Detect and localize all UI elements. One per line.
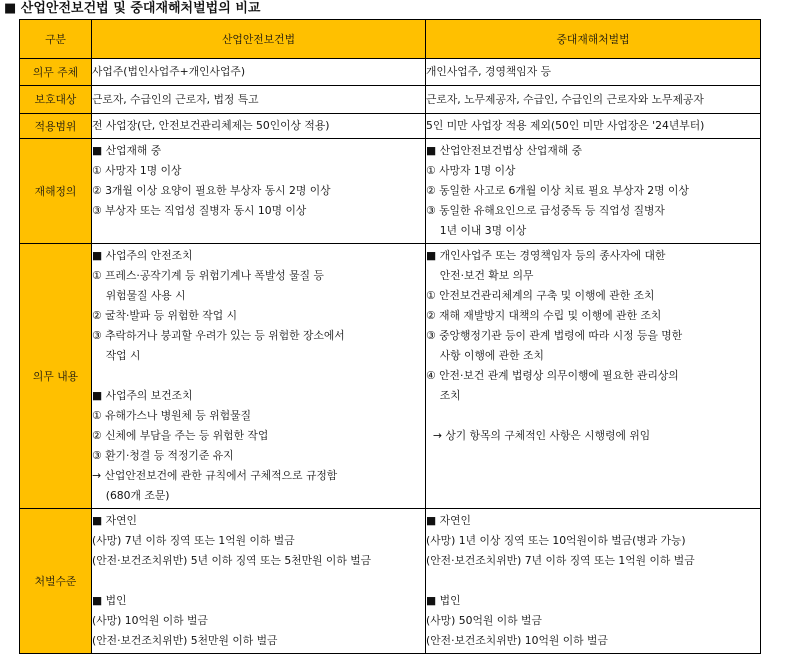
cell-line: ■ 법인: [426, 594, 461, 607]
cell-serious-accidents-act: [426, 509, 761, 654]
cell-line: ② 3개월 이상 요양이 필요한 부상자 동시 2명 이상: [92, 184, 331, 197]
cell-line: ① 안전보건관리체계의 구축 및 이행에 관한 조치: [426, 289, 655, 302]
cell-line: 근로자, 수급인의 근로자, 법정 특고: [92, 92, 259, 106]
cell-serious-accidents-act: [426, 114, 761, 139]
cell-line: (안전·보건조치위반) 5년 이하 징역 또는 5천만원 이하 벌금: [92, 554, 372, 567]
cell-line: (사망) 1년 이상 징역 또는 10억원이하 벌금(병과 가능): [426, 534, 686, 547]
cell-industrial-safety-act: [92, 509, 426, 654]
row-duty-subject: [20, 59, 761, 86]
row-duty-content: [20, 244, 761, 509]
cell-line: ■ 개인사업주 또는 경영책임자 등의 종사자에 대한: [426, 249, 666, 262]
cell-line: ■ 법인: [92, 594, 127, 607]
cell-line: (사망) 50억원 이하 벌금: [426, 614, 542, 627]
cell-line: ① 프레스·공작기계 등 위험기계나 폭발성 물질 등: [92, 269, 324, 282]
cell-industrial-safety-act: [92, 86, 426, 114]
cell-line: 조치: [426, 389, 461, 402]
cell-line: ④ 안전·보건 관계 법령상 의무이행에 필요한 관리상의: [426, 369, 679, 382]
cell-serious-accidents-act: [426, 59, 761, 86]
cell-line: ② 동일한 사고로 6개월 이상 치료 필요 부상자 2명 이상: [426, 184, 689, 197]
cell-line: (안전·보건조치위반) 5천만원 이하 벌금: [92, 634, 278, 647]
cell-line: (사망) 10억원 이하 벌금: [92, 614, 208, 627]
cell-line: ② 신체에 부담을 주는 등 위험한 작업: [92, 429, 269, 442]
cell-line: ③ 부상자 또는 직업성 질병자 동시 10명 이상: [92, 204, 307, 217]
cell-serious-accidents-act: [426, 139, 761, 244]
cell-serious-accidents-act: [426, 86, 761, 114]
blank-line: [426, 571, 760, 591]
cell-line: ■ 자연인: [426, 514, 471, 527]
cell-line: ③ 동일한 유해요인으로 급성중독 등 직업성 질병자: [426, 204, 665, 217]
comparison-table: [19, 19, 761, 654]
cell-line: (680개 조문): [92, 489, 170, 502]
cell-line: ③ 환기·청결 등 적정기준 유지: [92, 449, 234, 462]
cell-serious-accidents-act: [426, 244, 761, 509]
row-label: 보호대상: [20, 86, 92, 114]
header-row: [20, 20, 761, 59]
cell-industrial-safety-act: [92, 244, 426, 509]
cell-line: ① 사망자 1명 이상: [92, 164, 182, 177]
row-label: 재해정의: [20, 139, 92, 244]
blank-line: [92, 571, 425, 591]
cell-line: 전 사업장(단, 안전보건관리체제는 50인이상 적용): [92, 119, 330, 132]
cell-line: ■ 사업주의 보건조치: [92, 389, 193, 402]
cell-line: 1년 이내 3명 이상: [426, 224, 527, 237]
blank-line: [426, 466, 760, 486]
row-label: 의무 내용: [20, 244, 92, 509]
cell-line: ① 유해가스나 병원체 등 위험물질: [92, 409, 251, 422]
blank-line: [426, 486, 760, 506]
cell-line: ■ 자연인: [92, 514, 137, 527]
row-label: 적용범위: [20, 114, 92, 139]
header-category: 구분: [20, 20, 92, 59]
cell-line: → 상기 항목의 구체적인 사항은 시행령에 위임: [426, 429, 651, 442]
cell-line: 근로자, 노무제공자, 수급인, 수급인의 근로자와 노무제공자: [426, 92, 704, 106]
row-protected-persons: [20, 86, 761, 114]
cell-industrial-safety-act: [92, 59, 426, 86]
cell-line: 안전·보건 확보 의무: [426, 269, 534, 282]
cell-line: ③ 추락하거나 붕괴할 우려가 있는 등 위험한 장소에서: [92, 329, 345, 342]
cell-line: 5인 미만 사업장 적용 제외(50인 미만 사업장은 '24년부터): [426, 119, 705, 132]
row-scope: [20, 114, 761, 139]
header-industrial-safety-act: 산업안전보건법: [92, 20, 426, 59]
cell-line: 사항 이행에 관한 조치: [426, 349, 544, 362]
row-accident-definition: [20, 139, 761, 244]
row-penalty-level: [20, 509, 761, 654]
cell-line: ① 사망자 1명 이상: [426, 164, 516, 177]
cell-line: (사망) 7년 이하 징역 또는 1억원 이하 벌금: [92, 534, 295, 547]
cell-line: ② 재해 재발방지 대책의 수립 및 이행에 관한 조치: [426, 309, 662, 322]
cell-line: 사업주(법인사업주+개인사업주): [92, 65, 246, 78]
cell-line: ■ 산업안전보건법상 산업재해 중: [426, 144, 583, 157]
cell-industrial-safety-act: [92, 114, 426, 139]
cell-line: 위험물질 사용 시: [92, 289, 186, 302]
blank-line: [426, 446, 760, 466]
cell-line: 작업 시: [92, 349, 141, 362]
cell-line: (안전·보건조치위반) 10억원 이하 벌금: [426, 634, 608, 647]
cell-line: ■ 사업주의 안전조치: [92, 249, 193, 262]
header-serious-accidents-act: 중대재해처벌법: [426, 20, 761, 59]
cell-industrial-safety-act: [92, 139, 426, 244]
cell-line: (안전·보건조치위반) 7년 이하 징역 또는 1억원 이하 벌금: [426, 554, 695, 567]
cell-line: → 산업안전보건에 관한 규칙에서 구체적으로 규정함: [92, 469, 338, 482]
blank-line: [92, 366, 425, 386]
cell-line: 개인사업주, 경영책임자 등: [426, 65, 552, 78]
cell-line: ■ 산업재해 중: [92, 144, 162, 157]
cell-line: ② 굴착·발파 등 위험한 작업 시: [92, 309, 237, 322]
row-label: 의무 주체: [20, 59, 92, 86]
page-title: ■ 산업안전보건법 및 중대재해처벌법의 비교: [4, 1, 261, 16]
cell-line: ③ 중앙행정기관 등이 관계 법령에 따라 시정 등을 명한: [426, 329, 683, 342]
blank-line: [426, 406, 760, 426]
row-label: 처벌수준: [20, 509, 92, 654]
